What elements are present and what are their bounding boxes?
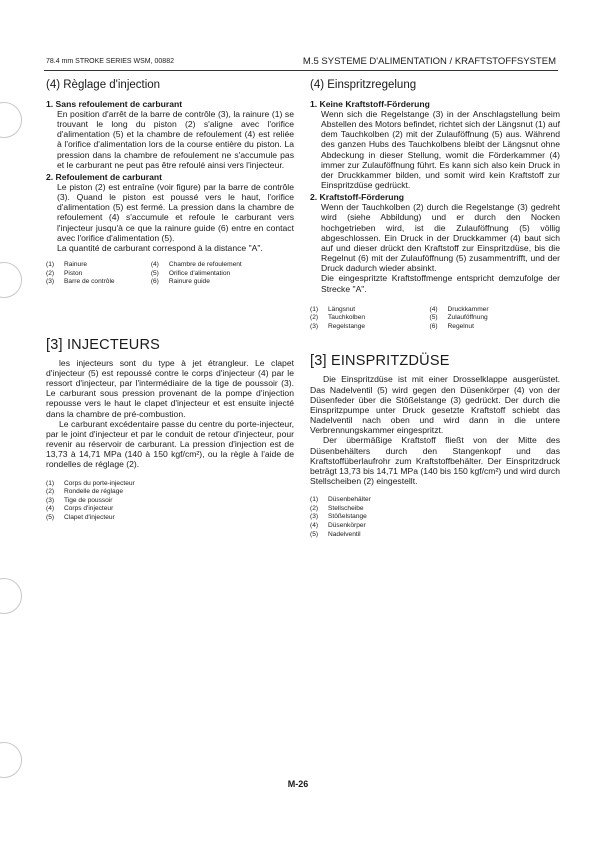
legend-row: (3) Barre de contrôle (6) Rainure guide	[46, 278, 210, 286]
binder-hole	[0, 102, 22, 138]
item-body-extra: La quantité de carburant correspond à la distance "A".	[57, 242, 263, 253]
legend-row: (3) Stößelstange	[310, 513, 367, 521]
header-right: M.5 SYSTEME D'ALIMENTATION / KRAFTSTOFFSYSTEM	[302, 56, 556, 67]
legend-table	[46, 261, 294, 287]
item-body-extra: Die eingespritzte Kraftstoffmenge entspricht demzufolge der Strecke "A".	[321, 273, 560, 294]
legend-row: (4) Corps d'injecteur	[46, 505, 114, 513]
legend-row: (2) Stellscheibe	[310, 504, 364, 512]
section-title: (4) Einspritzregelung	[310, 79, 417, 91]
section-title: [3] EINSPRITZDÜSE	[310, 353, 450, 370]
item-title: 1. Keine Kraftstoff-Förderung	[310, 99, 430, 109]
item-body: Wenn sich die Regelstange (3) in der Anschlagstellung beim Abstellen des Motors befindet, richtet sich der Längsnut (1) auf dem Tauchkolben (2) mit der Zulauföffnung (5) aus. Während des ganzen Hubs des Tauchkolbens bleibt der Längsnut ohne Abdeckung in dieser Stellung, womit die Förderkammer (4) immer zur Zulauföffnung führt. Es kann sich also kein Druck in der Druckkammer bilden, und somit wird kein Kraftstoff zur Einspritzdüse gedrückt.	[321, 109, 560, 191]
legend-list	[310, 496, 560, 539]
right-column	[310, 76, 560, 539]
legend-row: (1) Düsenbehälter	[310, 496, 371, 504]
legend-table	[310, 306, 560, 332]
binder-hole	[0, 742, 22, 778]
item-body: En position d'arrêt de la barre de contrôle (3), la rainure (1) se trouvant le long du piston (2) s'aligne avec l'orifice d'alimentation (5) et la chambre de refoulement (4) est reliée à l'orifice d'alimentation lors de la course entière du piston. La pression dans la chambre de refoulement ne s'accumule pas et le carburant ne peut pas être refoulé ainsi vers l'injecteur.	[57, 109, 294, 170]
item-title: 1. Sans refoulement de carburant	[46, 99, 183, 109]
legend-row: (4) Düsenkörper	[310, 521, 366, 529]
legend-row: (1) Längsnut (4) Druckkammer	[310, 305, 489, 313]
list-item	[310, 192, 560, 293]
section-title: [3] INJECTEURS	[46, 336, 160, 353]
item-title: 2. Kraftstoff-Förderung	[310, 192, 405, 203]
section-title: (4) Règlage d'injection	[46, 79, 161, 91]
legend-row: (1) Corps du porte-injecteur	[46, 479, 135, 487]
paragraph: Der übermäßige Kraftstoff fließt von der Mitte des Düsenbehälters durch den Stangenkopf und das Kraftstoffüberlaufrohr zum Kraftstoffbehälter. Der Einspritzdruck beträgt 13,73 bis 14,71 MPa (140 bis 150 kgf/cm²) und wird durch Stellscheiben (2) eingestellt.	[310, 435, 560, 486]
header-left: 78.4 mm STROKE SERIES WSM, 00882	[46, 58, 174, 65]
legend-row: (2) Piston (5) Orifice d'alimentation	[46, 269, 231, 277]
paragraph: Die Einspritzdüse ist mit einer Drosselklappe ausgerüstet. Das Nadelventil (5) wird gegen den Düsenkörper (4) von der Düsenfeder über die Stößelstange (3) gedrückt. Der durch die Einspritzpumpe unter Druck gesetzte Kraftstoff schiebt das Nadelventil nach oben und wird dann in die untere Verbrennungskammer eingespritzt.	[310, 374, 560, 436]
header-rule	[44, 70, 558, 71]
legend-row: (3) Regelstange (6) Regelnut	[310, 322, 474, 330]
legend-row: (5) Clapet d'injecteur	[46, 513, 115, 521]
page-number: M-26	[287, 779, 309, 789]
legend-row: (2) Rondelle de réglage	[46, 488, 124, 496]
legend-row: (5) Nadelventil	[310, 530, 361, 538]
legend-row: (1) Rainure (4) Chambre de refoulement	[46, 261, 242, 269]
legend-list	[46, 480, 294, 523]
binder-hole	[0, 262, 22, 298]
legend-row: (2) Tauchkolben (5) Zulauföffnung	[310, 314, 488, 322]
item-body: Wenn der Tauchkolben (2) durch die Regelstange (3) gedreht wird (siehe Abbildung) und er durch den Nocken hochgetrieben wird, ist die Zulauföffnung (5) völlig abgeschlossen. Ein Druck in der Druckkammer (4) baut sich auf und dieser drückt den Kraftstoff zur Einspritzdüse, bis die Regelnut (6) mit der Zulauföffnung (5) zusammentrifft, und der Druck dadurch wieder absinkt.	[321, 202, 560, 274]
list-item	[310, 99, 560, 190]
binder-hole	[0, 578, 22, 614]
legend-row: (3) Tige de poussoir	[46, 496, 113, 504]
left-column	[46, 76, 294, 523]
list-item	[46, 99, 294, 170]
item-body: Le piston (2) est entraîne (voir figure) par la barre de contrôle (3). Quand le piston est poussé vers le haut, l'orifice d'alimentation (5) est fermé. La pression dans la chambre de refoulement (4) s'accumule et refoule le carburant vers l'injecteur jusqu'à ce que la rainure guide (6) entre en contact avec l'orifice d'alimentation (5).	[57, 181, 294, 243]
paragraph: les injecteurs sont du type à jet étrangleur. Le clapet d'injecteur (5) est repoussé contre le corps d'injecteur (4) par le ressort d'injecteur, par l'intermédiaire de la tige de poussoir (3). Le carburant sous pression provenant de la pompe d'injection repousse vers le haut le clapet d'injecteur et est ensuite injecté dans la chambre de pré-combustion.	[46, 357, 294, 419]
list-item	[46, 172, 294, 253]
paragraph: Le carburant excédentaire passe du centre du porte-injecteur, par le joint d'injecteur et par le conduit de retour d'injecteur, pour revenir au réservoir de carburant. La pression d'injection est de 13,73 à 14,71 MPa (140 à 150 kgf/cm²), ou la règle à l'aide de rondelles de réglage (2).	[46, 418, 294, 470]
item-title: 2. Refoulement de carburant	[46, 171, 163, 182]
